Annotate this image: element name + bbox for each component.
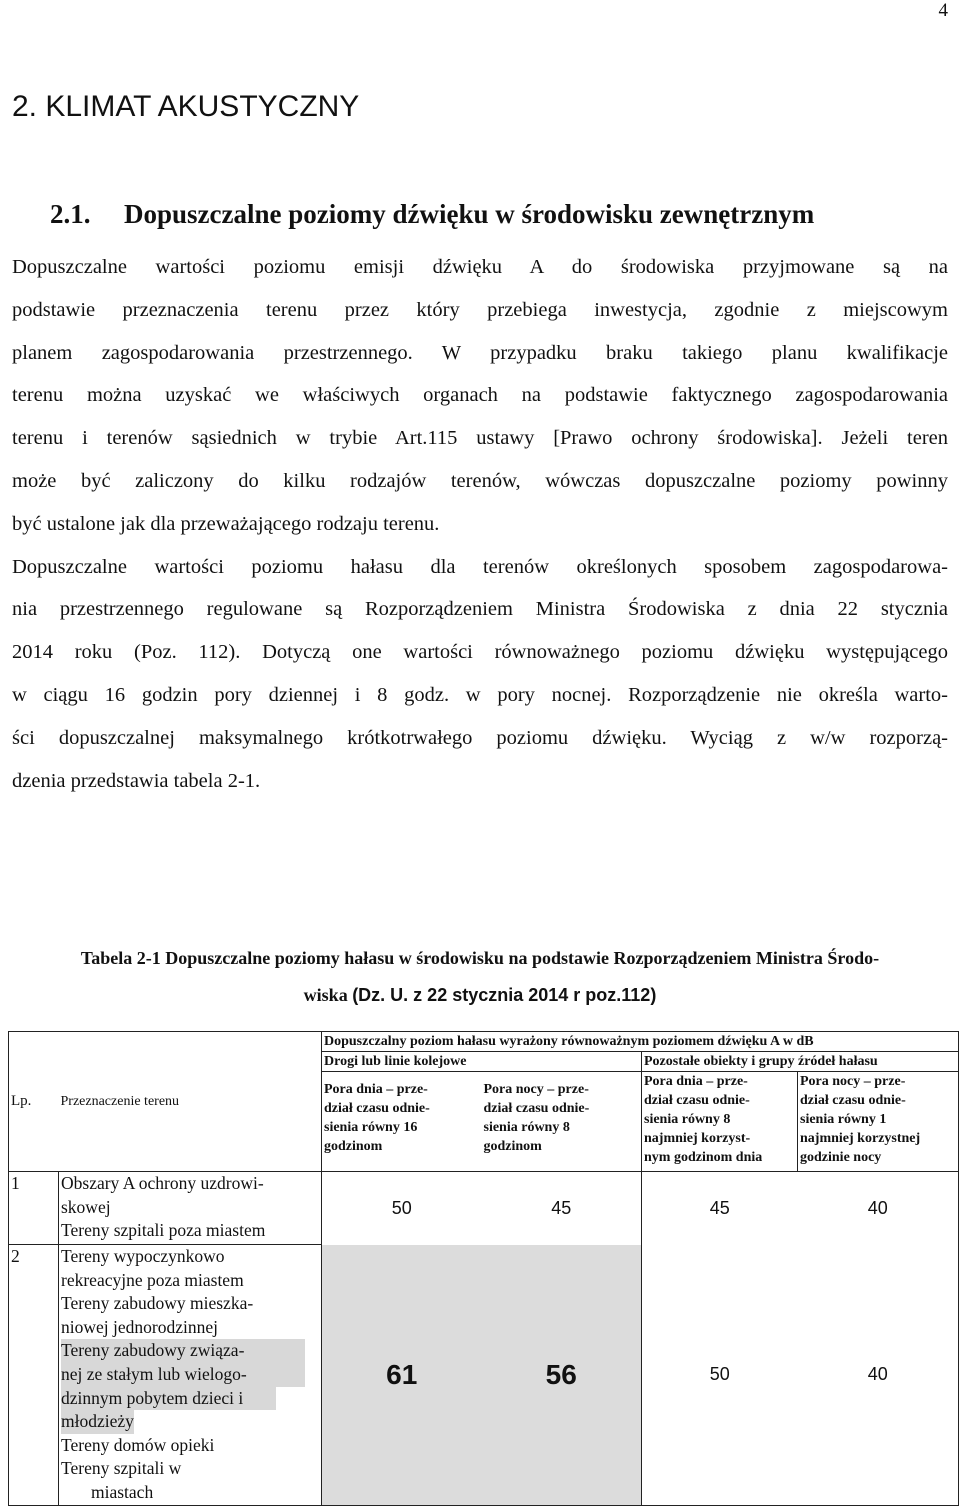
body-line: 2014 roku (Poz. 112). Dotyczą one wartości równoważnego poziomu dźwięku występującego [12,641,948,664]
header-line: najmniej korzyst- [644,1131,751,1146]
body-line: planem zagospodarowania przestrzennego. W przypadku braku takiego planu kwalifikacje [12,341,948,364]
header-night-roads [482,1072,642,1172]
header-line: sienia równy 16 [324,1120,418,1135]
row-line: Tereny wypoczynkowo [61,1246,225,1266]
row-lp: 2 [9,1245,59,1506]
row-przeznaczenie [59,1172,322,1245]
table-caption [12,940,948,1014]
header-line: sienia równy 8 [483,1120,570,1135]
header-line: dział czasu odnie- [800,1093,906,1108]
header-line: godzinie nocy [800,1150,882,1165]
table-caption-line2 [12,977,948,1014]
row-highlighted-block [61,1339,319,1433]
row-line: miastach [91,1481,154,1502]
header-day-roads [322,1072,482,1172]
row-line: Tereny szpitali w [61,1458,182,1479]
section-title [50,199,814,230]
header-drogi: Drogi lub linie kolejowe [322,1052,642,1072]
body-line: w ciągu 16 godzin pory dziennej i 8 godz. w pory nocnej. Rozporządzenie nie określa warto- [12,683,948,706]
body-line: ści dopuszczalnej maksymalnego krótkotrwałego poziomu dźwięku. Wyciąg z w/w rozporzą- [12,726,948,749]
body-line: nia przestrzennego regulowane są Rozporządzeniem Ministra Środowiska z dnia 22 stycznia [12,598,948,621]
header-line: Pora dnia – prze- [644,1074,748,1089]
row-przeznaczenie [59,1245,322,1506]
body-line: terenu można uzyskać we właściwych organach na podstawie faktycznego zagospodarowania [12,384,948,407]
header-line: dział czasu odnie- [324,1101,430,1116]
page-number: 4 [938,0,948,21]
body-line: być ustalone jak dla przeważającego rodzaju terenu. [12,512,440,535]
body-text [12,246,948,802]
chapter-title: 2. KLIMAT AKUSTYCZNY [12,90,360,123]
body-line: terenu i terenów sąsiednich w trybie Art.115 ustawy [Prawo ochrony środowiska]. Jeżeli teren [12,427,948,450]
row-line: Tereny zabudowy mieszka- [61,1293,254,1314]
section-title-text: Dopuszczalne poziomy dźwięku w środowisku zewnętrznym [124,199,815,229]
header-przeznaczenie: Przeznaczenie terenu [59,1032,322,1172]
header-line: Pora dnia – prze- [324,1082,428,1097]
row-line: Tereny szpitali poza miastem [61,1220,266,1241]
row-value: 61 [322,1245,482,1506]
header-line: Pora nocy – prze- [800,1074,906,1089]
header-lp: Lp. [9,1032,59,1172]
body-line: Dopuszczalne wartości poziomu emisji dźwięku A do środowiska przyjmowane są na [12,256,948,278]
row-line: nej ze stałym lub wielogo- [61,1363,305,1387]
header-line: godzinom [483,1139,542,1154]
header-line: dział czasu odnie- [644,1093,750,1108]
row-value: 40 [798,1172,959,1245]
row-line: Tereny domów opieki [61,1434,215,1455]
row-line: skowej [61,1196,111,1217]
row-lp: 1 [9,1172,59,1245]
row-line: młodzieży [61,1410,134,1434]
row-value: 50 [642,1245,798,1506]
row-line: rekreacyjne poza miastem [61,1269,244,1290]
row-value: 45 [642,1172,798,1245]
body-line: dzenia przedstawia tabela 2-1. [12,769,261,792]
header-line: dział czasu odnie- [483,1101,590,1116]
header-line: sienia równy 1 [800,1112,887,1127]
table-caption-ref: (Dz. U. z 22 stycznia 2014 r poz.112) [352,985,657,1005]
table-caption-line1: Tabela 2-1 Dopuszczalne poziomy hałasu w środowisku na podstawie Rozporządzeniem Ministra Środo- [80,948,880,968]
body-line: może być zaliczony do kilku rodzajów terenów, wówczas dopuszczalne poziomy powinny [12,469,948,492]
header-night-other [798,1072,959,1172]
header-line: sienia równy 8 [644,1112,731,1127]
header-line: najmniej korzystnej [800,1131,921,1146]
header-pozostale: Pozostałe obiekty i grupy źródeł hałasu [642,1052,959,1072]
table-row [9,1172,959,1245]
body-line: Dopuszczalne wartości poziomu hałasu dla terenów określonych sposobem zagospodarowa- [12,555,948,578]
row-value: 56 [482,1245,642,1506]
row-value: 40 [798,1245,959,1506]
row-line: Obszary A ochrony uzdrowi- [61,1173,264,1193]
row-line: Tereny zabudowy związa- [61,1339,305,1363]
table-row [9,1245,959,1506]
section-number: 2.1. [50,199,91,229]
header-line: Pora nocy – prze- [483,1082,589,1097]
row-line: niowej jednorodzinnej [61,1316,218,1337]
header-line: godzinom [324,1139,383,1154]
row-line: dzinnym pobytem dzieci i [61,1387,276,1411]
header-group-title: Dopuszczalny poziom hałasu wyrażony równoważnym poziomem dźwięku A w dB [322,1032,959,1052]
table-caption-serif: wiska [303,985,348,1005]
row-value: 50 [322,1172,482,1245]
header-day-other [642,1072,798,1172]
row-value: 45 [482,1172,642,1245]
body-line: podstawie przeznaczenia terenu przez który przebiega inwestycja, zgodnie z miejscowym [12,298,948,321]
noise-limits-table [8,1031,958,1505]
header-line: nym godzinom dnia [644,1150,763,1165]
